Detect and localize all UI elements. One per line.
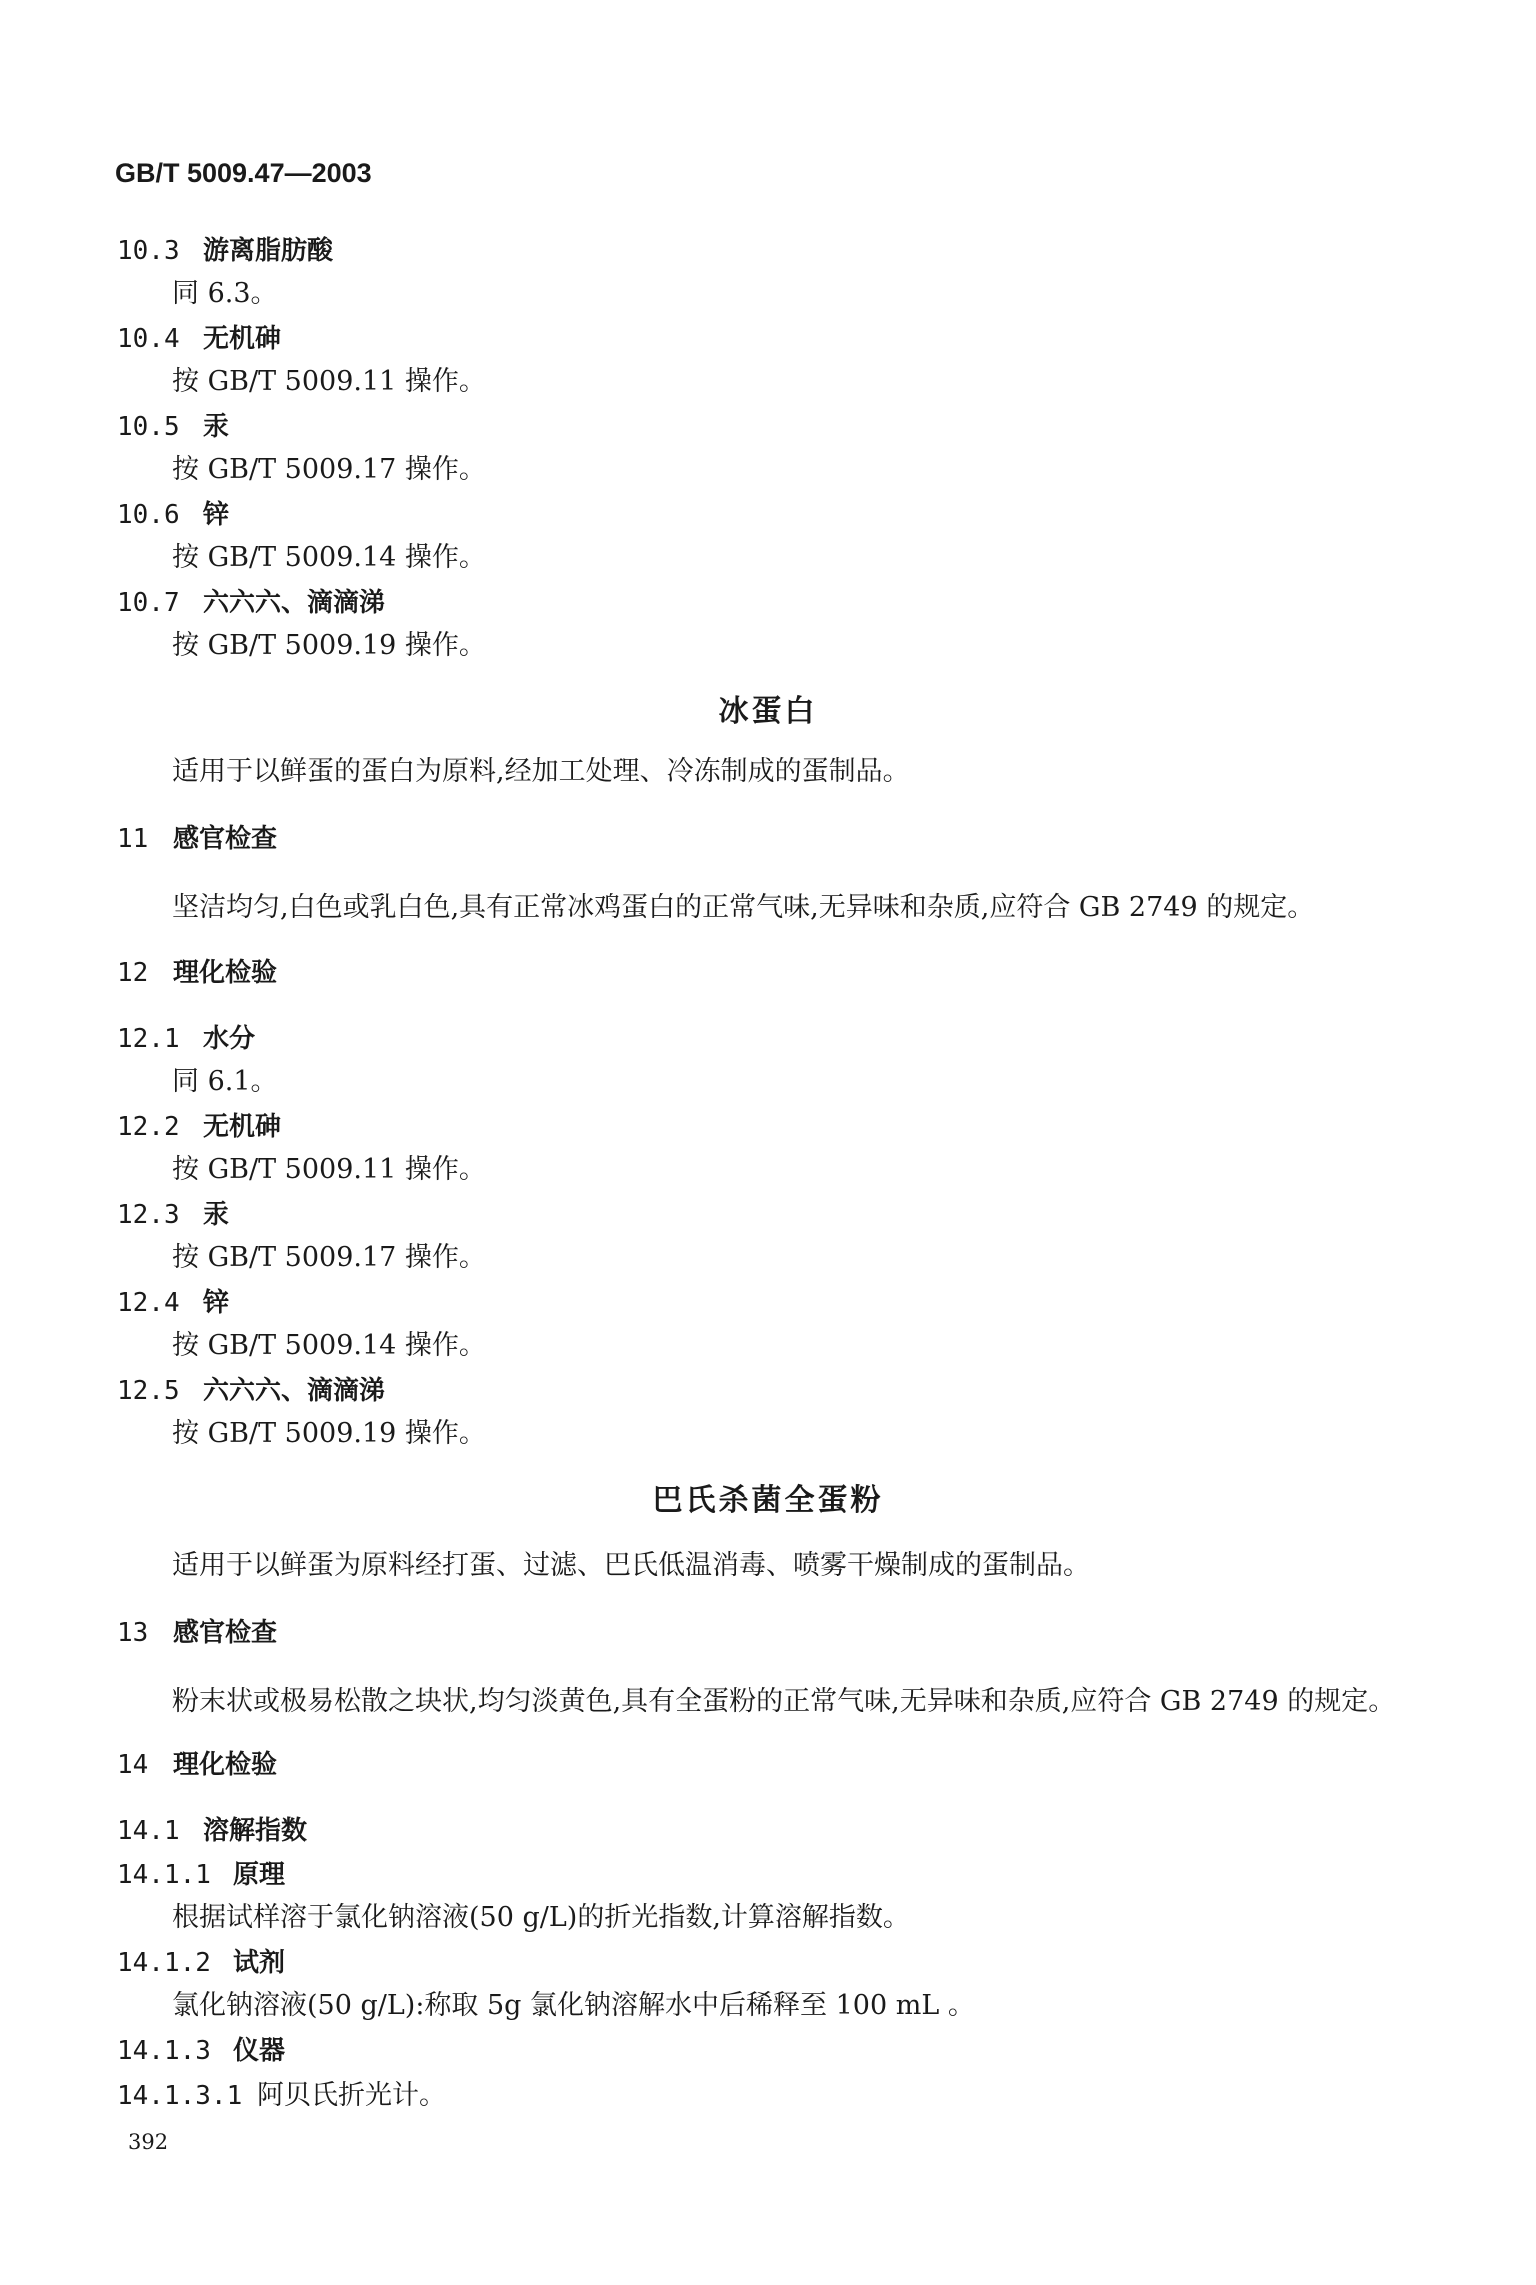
section-12-heading	[117, 960, 277, 986]
section-number: 10.7	[117, 588, 180, 618]
section-number: 14.1.3	[117, 2036, 211, 2066]
section-11-body: 坚洁均匀,白色或乳白色,具有正常冰鸡蛋白的正常气味,无异味和杂质,应符合 GB 2749 的规定。	[172, 892, 1315, 923]
section-12-1-body: 同 6.1。	[172, 1066, 278, 1097]
section-number: 10.3	[117, 236, 180, 266]
section-title: 锌	[203, 500, 230, 530]
section-title: 锌	[203, 1288, 230, 1318]
section-number: 14.1.3.1	[117, 2081, 243, 2111]
section-10-5-body: 按 GB/T 5009.17 操作。	[172, 454, 486, 485]
section-10-6-body: 按 GB/T 5009.14 操作。	[172, 542, 486, 573]
section-title: 游离脂肪酸	[203, 236, 334, 266]
product-title-whole-egg-powder: 巴氏杀菌全蛋粉	[652, 1483, 884, 1518]
section-number: 12.3	[117, 1200, 180, 1230]
section-14-1-3-heading	[117, 2038, 285, 2064]
section-title: 感官检查	[173, 824, 278, 854]
section-10-3-body: 同 6.3。	[172, 278, 278, 309]
section-number: 13	[117, 1618, 149, 1648]
section-10-7-body: 按 GB/T 5009.19 操作。	[172, 630, 486, 661]
section-10-7-heading	[117, 590, 385, 616]
section-10-4-heading	[117, 326, 281, 352]
section-title: 无机砷	[203, 324, 282, 354]
section-13-body: 粉末状或极易松散之块状,均匀淡黄色,具有全蛋粉的正常气味,无异味和杂质,应符合 GB 2749 的规定。	[172, 1686, 1396, 1717]
section-12-5-body: 按 GB/T 5009.19 操作。	[172, 1418, 486, 1449]
section-12-1-heading	[117, 1026, 255, 1052]
section-12-4-body: 按 GB/T 5009.14 操作。	[172, 1330, 486, 1361]
section-11-heading	[117, 826, 277, 852]
section-14-1-2-heading	[117, 1950, 285, 1976]
section-number: 12	[117, 958, 149, 988]
section-13-heading	[117, 1620, 277, 1646]
section-number: 14	[117, 1750, 149, 1780]
section-number: 12.4	[117, 1288, 180, 1318]
section-14-1-2-body: 氯化钠溶液(50 g/L):称取 5g 氯化钠溶解水中后稀释至 100 mL 。	[172, 1990, 975, 2021]
section-number: 11	[117, 824, 149, 854]
section-12-4-heading	[117, 1290, 229, 1316]
section-14-1-1-heading	[117, 1862, 285, 1888]
section-14-1-heading	[117, 1818, 307, 1844]
section-title: 汞	[203, 412, 230, 442]
section-number: 14.1.1	[117, 1860, 211, 1890]
section-number: 12.2	[117, 1112, 180, 1142]
section-14-1-1-body: 根据试样溶于氯化钠溶液(50 g/L)的折光指数,计算溶解指数。	[172, 1902, 910, 1933]
section-10-6-heading	[117, 502, 229, 528]
section-10-4-body: 按 GB/T 5009.11 操作。	[172, 366, 486, 397]
section-title: 仪器	[233, 2036, 286, 2066]
section-title: 感官检查	[173, 1618, 278, 1648]
section-12-2-body: 按 GB/T 5009.11 操作。	[172, 1154, 486, 1185]
section-10-3-heading	[117, 238, 333, 264]
section-title: 六六六、滴滴涕	[203, 1376, 386, 1406]
section-title: 原理	[233, 1860, 286, 1890]
product-title-ice-egg-white: 冰蛋白	[718, 694, 818, 729]
section-title: 六六六、滴滴涕	[203, 588, 386, 618]
product-intro: 适用于以鲜蛋的蛋白为原料,经加工处理、冷冻制成的蛋制品。	[172, 756, 910, 787]
section-text: 阿贝氏折光计。	[257, 2080, 446, 2111]
section-number: 10.4	[117, 324, 180, 354]
section-title: 汞	[203, 1200, 230, 1230]
page-number: 392	[128, 2130, 169, 2154]
section-title: 溶解指数	[203, 1816, 308, 1846]
section-12-2-heading	[117, 1114, 281, 1140]
section-10-5-heading	[117, 414, 229, 440]
section-number: 12.5	[117, 1376, 180, 1406]
section-14-1-3-1-line	[117, 2082, 446, 2109]
section-14-heading	[117, 1752, 277, 1778]
section-12-3-body: 按 GB/T 5009.17 操作。	[172, 1242, 486, 1273]
section-number: 14.1.2	[117, 1948, 211, 1978]
section-number: 14.1	[117, 1816, 180, 1846]
section-title: 试剂	[233, 1948, 286, 1978]
section-title: 理化检验	[173, 958, 278, 988]
section-title: 理化检验	[173, 1750, 278, 1780]
section-number: 10.5	[117, 412, 180, 442]
section-title: 水分	[203, 1024, 256, 1054]
section-number: 10.6	[117, 500, 180, 530]
section-title: 无机砷	[203, 1112, 282, 1142]
section-12-3-heading	[117, 1202, 229, 1228]
product-intro: 适用于以鲜蛋为原料经打蛋、过滤、巴氏低温消毒、喷雾干燥制成的蛋制品。	[172, 1550, 1090, 1581]
section-number: 12.1	[117, 1024, 180, 1054]
section-12-5-heading	[117, 1378, 385, 1404]
standard-header: GB/T 5009.47—2003	[115, 158, 372, 188]
